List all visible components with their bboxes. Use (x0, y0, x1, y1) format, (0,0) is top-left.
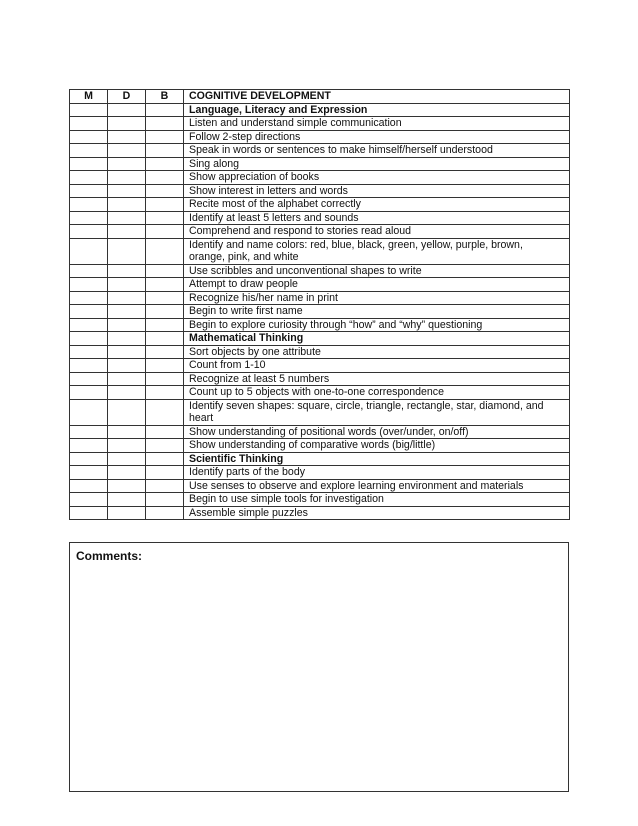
mark-cell-m[interactable] (70, 157, 108, 171)
mark-cell-d[interactable] (108, 157, 146, 171)
mark-cell-m[interactable] (70, 211, 108, 225)
table-row (70, 439, 570, 453)
mark-cell-b[interactable] (146, 211, 184, 225)
skill-item: Listen and understand simple communication (184, 117, 570, 131)
skill-item: Attempt to draw people (184, 278, 570, 292)
mark-cell-d[interactable] (108, 479, 146, 493)
table-row (70, 291, 570, 305)
mark-cell-m[interactable] (70, 238, 108, 264)
mark-cell-b[interactable] (146, 305, 184, 319)
mark-cell-m[interactable] (70, 117, 108, 131)
table-row (70, 130, 570, 144)
mark-cell-b[interactable] (146, 479, 184, 493)
checklist-title: COGNITIVE DEVELOPMENT (184, 90, 570, 104)
section-title: Mathematical Thinking (184, 332, 570, 346)
mark-cell-m[interactable] (70, 493, 108, 507)
section-title: Language, Literacy and Expression (184, 103, 570, 117)
table-row (70, 305, 570, 319)
column-b-header: B (146, 90, 184, 104)
mark-cell-m[interactable] (70, 439, 108, 453)
mark-cell-d[interactable] (108, 386, 146, 400)
mark-cell-b[interactable] (146, 345, 184, 359)
mark-cell-b[interactable] (146, 264, 184, 278)
mark-cell-b[interactable] (146, 466, 184, 480)
mark-cell-m[interactable] (70, 425, 108, 439)
section-title: Scientific Thinking (184, 452, 570, 466)
mark-cell-m[interactable] (70, 466, 108, 480)
skill-item: Begin to write first name (184, 305, 570, 319)
mark-cell-d[interactable] (108, 372, 146, 386)
mark-cell-d[interactable] (108, 439, 146, 453)
table-row (70, 211, 570, 225)
table-row (70, 184, 570, 198)
table-row (70, 278, 570, 292)
mark-cell-m[interactable] (70, 184, 108, 198)
mark-cell-d[interactable] (108, 225, 146, 239)
table-row (70, 171, 570, 185)
mark-cell-d[interactable] (108, 198, 146, 212)
mark-cell-b[interactable] (146, 130, 184, 144)
skill-item: Identify parts of the body (184, 466, 570, 480)
mark-cell-d (108, 332, 146, 346)
mark-cell-b[interactable] (146, 184, 184, 198)
mark-cell-d[interactable] (108, 493, 146, 507)
mark-cell-b[interactable] (146, 291, 184, 305)
table-row (70, 399, 570, 425)
mark-cell-m[interactable] (70, 291, 108, 305)
table-row (70, 479, 570, 493)
comments-box[interactable] (69, 542, 569, 792)
column-d-header: D (108, 90, 146, 104)
mark-cell-d[interactable] (108, 466, 146, 480)
mark-cell-d[interactable] (108, 305, 146, 319)
skill-item: Recognize his/her name in print (184, 291, 570, 305)
mark-cell-b[interactable] (146, 171, 184, 185)
skill-item: Recognize at least 5 numbers (184, 372, 570, 386)
mark-cell-b[interactable] (146, 386, 184, 400)
mark-cell-m[interactable] (70, 399, 108, 425)
skill-item: Count up to 5 objects with one-to-one correspondence (184, 386, 570, 400)
skill-item: Assemble simple puzzles (184, 506, 570, 520)
skill-item: Use scribbles and unconventional shapes to write (184, 264, 570, 278)
mark-cell-d[interactable] (108, 171, 146, 185)
table-row (70, 372, 570, 386)
skill-item: Show appreciation of books (184, 171, 570, 185)
section-header-row (70, 452, 570, 466)
skill-item: Recite most of the alphabet correctly (184, 198, 570, 212)
skill-item: Use senses to observe and explore learning environment and materials (184, 479, 570, 493)
skill-item: Show understanding of comparative words (big/little) (184, 439, 570, 453)
mark-cell-m (70, 103, 108, 117)
table-row (70, 157, 570, 171)
mark-cell-d[interactable] (108, 506, 146, 520)
comments-label: Comments: (76, 549, 143, 563)
skill-item: Count from 1-10 (184, 359, 570, 373)
mark-cell-b[interactable] (146, 318, 184, 332)
mark-cell-m[interactable] (70, 198, 108, 212)
mark-cell-d[interactable] (108, 425, 146, 439)
mark-cell-d[interactable] (108, 264, 146, 278)
mark-cell-m[interactable] (70, 479, 108, 493)
mark-cell-d[interactable] (108, 399, 146, 425)
mark-cell-d[interactable] (108, 278, 146, 292)
mark-cell-b[interactable] (146, 225, 184, 239)
mark-cell-d[interactable] (108, 211, 146, 225)
table-row (70, 238, 570, 264)
table-row (70, 425, 570, 439)
mark-cell-d (108, 103, 146, 117)
mark-cell-m[interactable] (70, 506, 108, 520)
table-row (70, 386, 570, 400)
section-header-row (70, 332, 570, 346)
mark-cell-b[interactable] (146, 198, 184, 212)
mark-cell-m[interactable] (70, 225, 108, 239)
skill-item: Show interest in letters and words (184, 184, 570, 198)
mark-cell-b[interactable] (146, 117, 184, 131)
mark-cell-d[interactable] (108, 345, 146, 359)
table-row (70, 144, 570, 158)
mark-cell-m (70, 332, 108, 346)
mark-cell-b[interactable] (146, 372, 184, 386)
skill-item: Identify at least 5 letters and sounds (184, 211, 570, 225)
mark-cell-d[interactable] (108, 238, 146, 264)
skill-item: Speak in words or sentences to make himself/herself understood (184, 144, 570, 158)
skill-item: Comprehend and respond to stories read aloud (184, 225, 570, 239)
mark-cell-b[interactable] (146, 493, 184, 507)
mark-cell-d[interactable] (108, 117, 146, 131)
mark-cell-m[interactable] (70, 386, 108, 400)
mark-cell-m (70, 452, 108, 466)
mark-cell-b[interactable] (146, 238, 184, 264)
checklist-body (70, 103, 570, 520)
skill-item: Begin to explore curiosity through “how” and “why” questioning (184, 318, 570, 332)
mark-cell-m[interactable] (70, 318, 108, 332)
table-row (70, 345, 570, 359)
mark-cell-m[interactable] (70, 372, 108, 386)
skill-item: Sing along (184, 157, 570, 171)
mark-cell-b (146, 452, 184, 466)
table-row (70, 225, 570, 239)
checklist-header-row (70, 90, 570, 104)
mark-cell-d (108, 452, 146, 466)
table-row (70, 264, 570, 278)
mark-cell-b (146, 332, 184, 346)
mark-cell-d[interactable] (108, 144, 146, 158)
mark-cell-d[interactable] (108, 318, 146, 332)
mark-cell-b[interactable] (146, 506, 184, 520)
mark-cell-m[interactable] (70, 130, 108, 144)
mark-cell-d[interactable] (108, 130, 146, 144)
skill-item: Begin to use simple tools for investigation (184, 493, 570, 507)
table-row (70, 117, 570, 131)
skill-item: Identify and name colors: red, blue, black, green, yellow, purple, brown, orange, pink, and white (184, 238, 570, 264)
cognitive-development-checklist (69, 89, 570, 520)
mark-cell-m[interactable] (70, 171, 108, 185)
mark-cell-m[interactable] (70, 305, 108, 319)
mark-cell-m[interactable] (70, 345, 108, 359)
skill-item: Identify seven shapes: square, circle, triangle, rectangle, star, diamond, and heart (184, 399, 570, 425)
mark-cell-b[interactable] (146, 359, 184, 373)
column-m-header: M (70, 90, 108, 104)
mark-cell-m[interactable] (70, 264, 108, 278)
skill-item: Sort objects by one attribute (184, 345, 570, 359)
mark-cell-d[interactable] (108, 359, 146, 373)
table-row (70, 506, 570, 520)
mark-cell-m[interactable] (70, 144, 108, 158)
mark-cell-b[interactable] (146, 399, 184, 425)
mark-cell-b[interactable] (146, 144, 184, 158)
mark-cell-b[interactable] (146, 278, 184, 292)
mark-cell-b[interactable] (146, 439, 184, 453)
table-row (70, 493, 570, 507)
section-header-row (70, 103, 570, 117)
table-row (70, 318, 570, 332)
mark-cell-b[interactable] (146, 425, 184, 439)
mark-cell-m[interactable] (70, 359, 108, 373)
mark-cell-b[interactable] (146, 157, 184, 171)
skill-item: Follow 2-step directions (184, 130, 570, 144)
mark-cell-b (146, 103, 184, 117)
mark-cell-d[interactable] (108, 184, 146, 198)
mark-cell-m[interactable] (70, 278, 108, 292)
mark-cell-d[interactable] (108, 291, 146, 305)
table-row (70, 466, 570, 480)
table-row (70, 359, 570, 373)
table-row (70, 198, 570, 212)
skill-item: Show understanding of positional words (over/under, on/off) (184, 425, 570, 439)
